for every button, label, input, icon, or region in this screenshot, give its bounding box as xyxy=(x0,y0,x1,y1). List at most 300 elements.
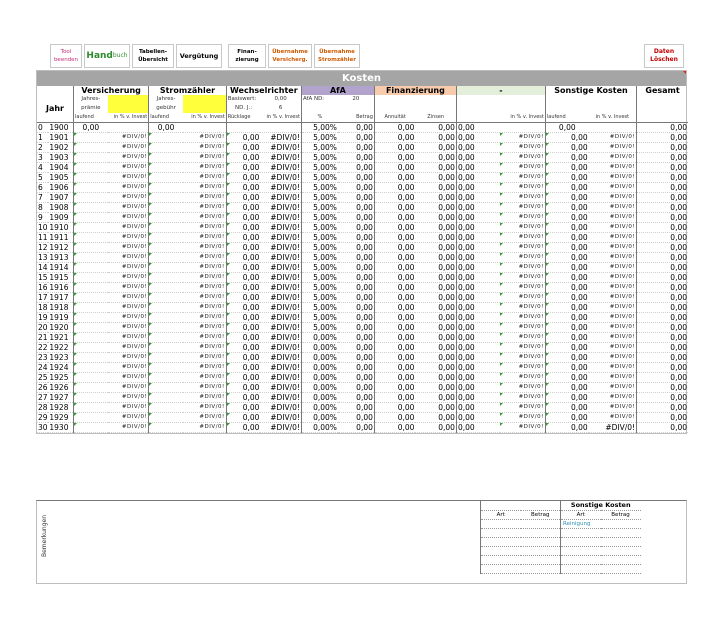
vers-laufend-cell[interactable] xyxy=(73,313,107,323)
afa-percent-cell: 0,00% xyxy=(301,393,337,403)
bemerkungen-area[interactable] xyxy=(36,500,687,584)
strom-laufend-cell[interactable] xyxy=(149,133,183,143)
son-invest-cell: #DIV/0! xyxy=(589,363,637,373)
strom-laufend-cell[interactable] xyxy=(149,263,183,273)
son-laufend-cell[interactable]: 0,00 xyxy=(545,403,588,413)
son-laufend-cell[interactable]: 0,00 xyxy=(545,303,588,313)
table-row xyxy=(37,363,688,373)
strom-laufend-cell[interactable] xyxy=(149,173,183,183)
table-row xyxy=(37,133,688,143)
son-laufend-cell[interactable]: 0,00 xyxy=(545,353,588,363)
row-year: 1917 xyxy=(48,293,73,303)
son-invest-cell: #DIV/0! xyxy=(589,143,637,153)
fin-annuitaet-cell: 0,00 xyxy=(374,363,415,373)
dash-invest-cell: #DIV/0! xyxy=(500,353,546,363)
strom-laufend-cell[interactable] xyxy=(149,143,183,153)
strom-invest-cell: #DIV/0! xyxy=(183,243,226,253)
strom-laufend-cell[interactable] xyxy=(149,313,183,323)
reinigung-cell[interactable]: Reinigung xyxy=(561,519,601,528)
afa-betrag-cell: 0,00 xyxy=(338,423,374,433)
fin-annuitaet-cell: 0,00 xyxy=(374,423,415,433)
fin-zinsen-cell: 0,00 xyxy=(415,183,456,193)
vers-laufend-cell[interactable] xyxy=(73,403,107,413)
strom-invest-cell: #DIV/0! xyxy=(183,303,226,313)
gesamt-cell: 0,00 xyxy=(637,413,688,423)
wr-ruecklage-cell[interactable]: 0,00 xyxy=(226,143,260,153)
strom-laufend-head: laufend xyxy=(149,113,183,123)
vers-laufend-cell[interactable] xyxy=(73,223,107,233)
vers-laufend-cell[interactable] xyxy=(73,333,107,343)
row-index: 6 xyxy=(37,183,48,193)
afa-betrag-cell: 0,00 xyxy=(338,313,374,323)
vers-laufend-cell[interactable] xyxy=(73,213,107,223)
row-year: 1928 xyxy=(48,403,73,413)
wr-ruecklage-cell[interactable]: 0,00 xyxy=(226,133,260,143)
vers-jahrespraemie-input[interactable] xyxy=(108,95,149,104)
dash-cell: 0,00 xyxy=(456,213,499,223)
table-row xyxy=(37,383,688,393)
gesamt-cell: 0,00 xyxy=(637,153,688,163)
uebernahme-stromzaehler-button[interactable]: Übernahme Stromzähler xyxy=(314,44,360,68)
strom-laufend-cell[interactable] xyxy=(149,153,183,163)
vers-invest-cell: #DIV/0! xyxy=(108,233,149,243)
strom-gebuehr-cell[interactable] xyxy=(183,104,226,113)
wr-ruecklage-cell[interactable]: 0,00 xyxy=(226,313,260,323)
wr-ruecklage-cell[interactable]: 0,00 xyxy=(226,263,260,273)
fin-annuitaet-cell: 0,00 xyxy=(374,183,415,193)
dash-cell: 0,00 xyxy=(456,163,499,173)
vers-laufend-cell[interactable] xyxy=(73,413,107,423)
vers-laufend-cell[interactable] xyxy=(73,243,107,253)
table-row xyxy=(37,203,688,213)
table-row xyxy=(37,163,688,173)
wr-ruecklage-cell[interactable]: 0,00 xyxy=(226,243,260,253)
vers-laufend-cell[interactable] xyxy=(73,293,107,303)
wr-ruecklage-cell[interactable]: 0,00 xyxy=(226,323,260,333)
vers-invest-cell xyxy=(108,123,149,133)
strom-invest-cell: #DIV/0! xyxy=(183,313,226,323)
row-index: 27 xyxy=(38,393,48,403)
wr-ruecklage-cell[interactable]: 0,00 xyxy=(226,283,260,293)
fin-annuitaet-cell: 0,00 xyxy=(374,203,415,213)
wr-invest-head: in % v. Invest xyxy=(260,113,301,123)
vers-laufend-cell[interactable] xyxy=(73,263,107,273)
afa-percent-cell: 5,00% xyxy=(301,323,337,333)
fin-zinsen-cell: 0,00 xyxy=(415,213,456,223)
afa-betrag-cell: 0,00 xyxy=(338,153,374,163)
vers-invest-cell: #DIV/0! xyxy=(108,403,149,413)
handbuch-button[interactable]: Hand buch xyxy=(84,44,130,68)
vers-invest-cell: #DIV/0! xyxy=(108,253,149,263)
wr-invest-cell: #DIV/0! xyxy=(260,223,301,233)
wr-ruecklage-cell[interactable]: 0,00 xyxy=(226,333,260,343)
son-laufend-cell[interactable]: 0,00 xyxy=(545,363,588,373)
wr-ruecklage-cell[interactable]: 0,00 xyxy=(226,213,260,223)
wr-invest-cell: #DIV/0! xyxy=(260,163,301,173)
afa-betrag-cell: 0,00 xyxy=(338,323,374,333)
table-row xyxy=(37,323,688,333)
son-invest-cell: #DIV/0! xyxy=(589,133,637,143)
afa-percent-cell: 5,00% xyxy=(301,163,337,173)
son-laufend-cell[interactable]: 0,00 xyxy=(545,143,588,153)
strom-laufend-cell[interactable] xyxy=(149,343,183,353)
strom-laufend-cell[interactable] xyxy=(149,383,183,393)
afa-betrag-cell: 0,00 xyxy=(338,173,374,183)
strom-invest-cell: #DIV/0! xyxy=(183,343,226,353)
strom-laufend-cell[interactable] xyxy=(149,203,183,213)
table-row xyxy=(37,273,688,283)
row-year: 1907 xyxy=(48,193,73,203)
wr-ruecklage-cell[interactable]: 0,00 xyxy=(226,183,260,193)
strom-laufend-cell[interactable] xyxy=(149,233,183,243)
vers-invest-cell: #DIV/0! xyxy=(108,203,149,213)
vers-laufend-cell[interactable] xyxy=(73,363,107,373)
strom-laufend-cell[interactable] xyxy=(149,353,183,363)
fin-annuitaet-cell: 0,00 xyxy=(374,393,415,403)
vers-invest-cell: #DIV/0! xyxy=(108,223,149,233)
son-laufend-cell[interactable]: 0,00 xyxy=(545,343,588,353)
vers-laufend-cell[interactable] xyxy=(73,143,107,153)
dash-invest-cell: #DIV/0! xyxy=(500,263,546,273)
son-invest-cell: #DIV/0! xyxy=(589,263,637,273)
strom-laufend-cell[interactable] xyxy=(149,163,183,173)
son-laufend-cell[interactable]: 0,00 xyxy=(545,283,588,293)
vers-invest-cell: #DIV/0! xyxy=(108,393,149,403)
afa-betrag-cell: 0,00 xyxy=(338,343,374,353)
daten-loeschen-button[interactable]: Daten Löschen xyxy=(644,44,684,68)
fin-zinsen-cell: 0,00 xyxy=(415,423,456,433)
fin-annuitaet-cell: 0,00 xyxy=(374,413,415,423)
fin-annuitaet-cell: 0,00 xyxy=(374,133,415,143)
strom-laufend-cell[interactable] xyxy=(149,323,183,333)
wr-ruecklage-cell[interactable]: 0,00 xyxy=(226,383,260,393)
vers-laufend-cell[interactable] xyxy=(73,273,107,283)
dash-invest-cell: #DIV/0! xyxy=(500,133,546,143)
son-laufend-cell[interactable]: 0,00 xyxy=(545,243,588,253)
son-laufend-cell[interactable]: 0,00 xyxy=(545,213,588,223)
son-invest-cell: #DIV/0! xyxy=(589,153,637,163)
strom-laufend-cell[interactable] xyxy=(149,223,183,233)
row-year: 1926 xyxy=(48,383,73,393)
strom-jahresgebuehr-input[interactable] xyxy=(183,95,226,104)
table-row xyxy=(37,263,688,273)
wr-ruecklage-cell[interactable]: 0,00 xyxy=(226,173,260,183)
wr-basis-value[interactable]: 0,00 xyxy=(274,96,287,103)
strom-invest-cell: #DIV/0! xyxy=(183,173,226,183)
dash-cell: 0,00 xyxy=(456,413,499,423)
wr-ruecklage-cell[interactable]: 0,00 xyxy=(226,423,260,433)
son-laufend-cell[interactable]: 0,00 xyxy=(545,133,588,143)
table-row xyxy=(37,303,688,313)
wr-ruecklage-cell[interactable]: 0,00 xyxy=(226,303,260,313)
afa-percent-cell: 5,00% xyxy=(301,203,337,213)
vers-laufend-cell[interactable] xyxy=(73,303,107,313)
son-invest-cell: #DIV/0! xyxy=(589,213,637,223)
vers-invest-cell: #DIV/0! xyxy=(108,133,149,143)
son-laufend-cell[interactable]: 0,00 xyxy=(545,293,588,303)
row-year: 1916 xyxy=(48,283,73,293)
strom-laufend-cell[interactable] xyxy=(149,403,183,413)
son-laufend-cell[interactable]: 0,00 xyxy=(545,123,588,133)
afa-betrag-cell: 0,00 xyxy=(338,273,374,283)
wr-ruecklage-cell[interactable]: 0,00 xyxy=(226,193,260,203)
strom-invest-cell: #DIV/0! xyxy=(183,423,226,433)
fin-annuitaet-cell: 0,00 xyxy=(374,403,415,413)
table-row xyxy=(37,333,688,343)
son-invest-cell: #DIV/0! xyxy=(589,333,637,343)
wr-ruecklage-cell[interactable]: 0,00 xyxy=(226,163,260,173)
tool-beenden-button[interactable]: Tool beenden xyxy=(50,44,82,68)
vers-laufend-cell[interactable] xyxy=(73,393,107,403)
son-laufend-cell[interactable]: 0,00 xyxy=(545,373,588,383)
wr-invest-cell: #DIV/0! xyxy=(260,233,301,243)
strom-laufend-cell[interactable] xyxy=(149,243,183,253)
strom-laufend-cell[interactable] xyxy=(149,273,183,283)
verguetung-button[interactable]: Vergütung xyxy=(176,44,222,68)
vers-laufend-cell[interactable] xyxy=(73,353,107,363)
vers-laufend-cell[interactable] xyxy=(73,253,107,263)
son-invest-cell: #DIV/0! xyxy=(589,403,637,413)
row-year: 1909 xyxy=(48,213,73,223)
son-laufend-cell[interactable]: 0,00 xyxy=(545,313,588,323)
wr-ruecklage-cell[interactable]: 0,00 xyxy=(226,393,260,403)
table-row xyxy=(37,373,688,383)
son-laufend-cell[interactable]: 0,00 xyxy=(545,393,588,403)
afa-betrag-cell: 0,00 xyxy=(338,163,374,173)
strom-laufend-cell[interactable] xyxy=(149,293,183,303)
wr-ruecklage-cell[interactable]: 0,00 xyxy=(226,273,260,283)
wr-ruecklage-cell[interactable]: 0,00 xyxy=(226,343,260,353)
wr-invest-cell: #DIV/0! xyxy=(260,143,301,153)
row-index: 7 xyxy=(37,193,48,203)
son-invest-head: in % v. Invest xyxy=(589,113,637,123)
son-invest-cell: #DIV/0! xyxy=(589,323,637,333)
strom-invest-cell: #DIV/0! xyxy=(183,193,226,203)
fin-zinsen-cell: 0,00 xyxy=(415,133,456,143)
dash-cell: 0,00 xyxy=(456,293,499,303)
son-laufend-cell[interactable]: 0,00 xyxy=(545,233,588,243)
row-index: 3 xyxy=(37,153,48,163)
strom-laufend-cell[interactable] xyxy=(149,393,183,403)
strom-laufend-cell[interactable] xyxy=(149,253,183,263)
wr-ruecklage-cell[interactable]: 0,00 xyxy=(226,293,260,303)
fin-annuitaet-cell: 0,00 xyxy=(374,143,415,153)
afa-betrag-cell: 0,00 xyxy=(338,383,374,393)
afa-percent-cell: 5,00% xyxy=(301,143,337,153)
strom-laufend-cell[interactable] xyxy=(149,183,183,193)
vers-invest-cell: #DIV/0! xyxy=(108,143,149,153)
fin-annuitaet-cell: 0,00 xyxy=(374,233,415,243)
fin-zinsen-cell: 0,00 xyxy=(415,273,456,283)
gesamt-cell: 0,00 xyxy=(637,243,688,253)
kosten-table xyxy=(37,86,688,433)
strom-laufend-cell[interactable]: 0,00 xyxy=(149,123,183,133)
finanzierung-button[interactable]: Finan- zierung xyxy=(228,44,266,68)
son-laufend-cell[interactable]: 0,00 xyxy=(545,173,588,183)
wr-ruecklage-cell[interactable]: 0,00 xyxy=(226,223,260,233)
vers-laufend-cell[interactable] xyxy=(73,133,107,143)
strom-invest-cell: #DIV/0! xyxy=(183,413,226,423)
dash-cell: 0,00 xyxy=(456,373,499,383)
col-stromzaehler: Stromzähler xyxy=(149,86,227,95)
strom-laufend-cell[interactable] xyxy=(149,303,183,313)
son-laufend-cell[interactable]: 0,00 xyxy=(545,183,588,193)
son-invest-cell: #DIV/0! xyxy=(589,393,637,403)
son-invest-cell: #DIV/0! xyxy=(589,413,637,423)
son-invest-cell: #DIV/0! xyxy=(589,253,637,263)
vers-laufend-cell[interactable] xyxy=(73,233,107,243)
son-laufend-cell[interactable]: 0,00 xyxy=(545,253,588,263)
afa-betrag-cell: 0,00 xyxy=(338,133,374,143)
strom-invest-cell: #DIV/0! xyxy=(183,183,226,193)
dash-cell: 0,00 xyxy=(456,423,499,433)
dash-cell: 0,00 xyxy=(456,383,499,393)
vers-laufend-cell[interactable]: 0,00 xyxy=(73,123,107,133)
fin-zinsen-cell: 0,00 xyxy=(415,403,456,413)
uebernahme-versicherung-button[interactable]: Übernahme Versicherg. xyxy=(268,44,312,68)
strom-laufend-cell[interactable] xyxy=(149,373,183,383)
gesamt-cell: 0,00 xyxy=(637,343,688,353)
gesamt-cell: 0,00 xyxy=(637,193,688,203)
wr-ruecklage-cell[interactable]: 0,00 xyxy=(226,253,260,263)
vers-laufend-cell[interactable] xyxy=(73,283,107,293)
dash-invest-cell: #DIV/0! xyxy=(500,303,546,313)
wr-ruecklage-cell[interactable]: 0,00 xyxy=(226,203,260,213)
strom-laufend-cell[interactable] xyxy=(149,413,183,423)
vers-laufend-cell[interactable] xyxy=(73,343,107,353)
table-row xyxy=(37,233,688,243)
dash-invest-cell: #DIV/0! xyxy=(500,143,546,153)
vers-invest-cell: #DIV/0! xyxy=(108,293,149,303)
vers-laufend-cell[interactable] xyxy=(73,423,107,433)
strom-laufend-cell[interactable] xyxy=(149,363,183,373)
gesamt-cell: 0,00 xyxy=(637,283,688,293)
son-laufend-cell[interactable]: 0,00 xyxy=(545,203,588,213)
dash-invest-cell: #DIV/0! xyxy=(500,393,546,403)
vers-label-b: prämie xyxy=(73,104,107,113)
row-year: 1929 xyxy=(48,413,73,423)
vers-laufend-cell[interactable] xyxy=(73,153,107,163)
son-laufend-cell[interactable]: 0,00 xyxy=(545,273,588,283)
son-laufend-cell[interactable]: 0,00 xyxy=(545,383,588,393)
vers-laufend-cell[interactable] xyxy=(73,323,107,333)
son-laufend-cell[interactable]: 0,00 xyxy=(545,333,588,343)
son-invest-cell: #DIV/0! xyxy=(589,193,637,203)
fin-annuitaet-head: Annuität xyxy=(374,113,415,123)
wr-ruecklage-cell[interactable]: 0,00 xyxy=(226,363,260,373)
vers-laufend-cell[interactable] xyxy=(73,203,107,213)
afa-betrag-cell: 0,00 xyxy=(338,353,374,363)
son-invest-cell: #DIV/0! xyxy=(589,163,637,173)
son-laufend-cell[interactable]: 0,00 xyxy=(545,223,588,233)
son-laufend-cell[interactable]: 0,00 xyxy=(545,413,588,423)
strom-laufend-cell[interactable] xyxy=(149,423,183,433)
vers-laufend-cell[interactable] xyxy=(73,373,107,383)
tabellen-uebersicht-button[interactable]: Tabellen- Übersicht xyxy=(132,44,174,68)
row-index: 28 xyxy=(38,403,48,413)
fin-annuitaet-cell: 0,00 xyxy=(374,253,415,263)
afa-percent-cell: 0,00% xyxy=(301,353,337,363)
dash-cell: 0,00 xyxy=(456,243,499,253)
wr-invest-cell: #DIV/0! xyxy=(260,293,301,303)
fin-annuitaet-cell: 0,00 xyxy=(374,383,415,393)
son-laufend-cell[interactable]: 0,00 xyxy=(545,423,588,433)
son-laufend-cell[interactable]: 0,00 xyxy=(545,153,588,163)
strom-invest-cell: #DIV/0! xyxy=(183,383,226,393)
wr-invest-cell: #DIV/0! xyxy=(260,283,301,293)
son-invest-cell: #DIV/0! xyxy=(589,173,637,183)
wr-nd-value[interactable]: 6 xyxy=(278,105,283,112)
wr-ruecklage-cell[interactable]: 0,00 xyxy=(226,413,260,423)
table-row xyxy=(37,283,688,293)
afa-percent-head: % xyxy=(301,113,337,123)
son-laufend-cell[interactable]: 0,00 xyxy=(545,323,588,333)
son-invest-cell: #DIV/0! xyxy=(589,343,637,353)
strom-invest-cell: #DIV/0! xyxy=(183,133,226,143)
afa-percent-cell: 5,00% xyxy=(301,153,337,163)
fin-zinsen-cell: 0,00 xyxy=(415,293,456,303)
betrag-head-2: Betrag xyxy=(601,510,641,519)
son-laufend-cell[interactable]: 0,00 xyxy=(545,163,588,173)
wr-ruecklage-cell[interactable]: 0,00 xyxy=(226,233,260,243)
wr-ruecklage-cell[interactable]: 0,00 xyxy=(226,353,260,363)
dash-cell: 0,00 xyxy=(456,123,499,133)
strom-laufend-cell[interactable] xyxy=(149,193,183,203)
son-laufend-cell[interactable]: 0,00 xyxy=(545,263,588,273)
sonstige-kosten-title: Sonstige Kosten xyxy=(561,501,641,510)
fin-annuitaet-cell: 0,00 xyxy=(374,353,415,363)
vers-invest-cell: #DIV/0! xyxy=(108,313,149,323)
vers-laufend-cell[interactable] xyxy=(73,183,107,193)
table-row xyxy=(37,153,688,163)
row-year: 1920 xyxy=(48,323,73,333)
vers-invest-cell: #DIV/0! xyxy=(108,333,149,343)
dash-cell: 0,00 xyxy=(456,193,499,203)
wr-ruecklage-cell[interactable]: 0,00 xyxy=(226,373,260,383)
afa-nd-value[interactable]: 20 xyxy=(352,96,360,103)
row-index: 11 xyxy=(38,233,48,243)
gesamt-cell: 0,00 xyxy=(637,233,688,243)
son-invest-cell xyxy=(589,123,637,133)
table-row xyxy=(37,183,688,193)
row-year: 1923 xyxy=(48,353,73,363)
vers-praemie-cell[interactable] xyxy=(108,104,149,113)
vers-invest-cell: #DIV/0! xyxy=(108,193,149,203)
afa-percent-cell: 0,00% xyxy=(301,413,337,423)
son-invest-cell: #DIV/0! xyxy=(589,353,637,363)
vers-laufend-cell[interactable] xyxy=(73,163,107,173)
strom-invest-cell: #DIV/0! xyxy=(183,393,226,403)
wr-ruecklage-cell[interactable]: 0,00 xyxy=(226,403,260,413)
vers-laufend-cell[interactable] xyxy=(73,193,107,203)
son-laufend-cell[interactable]: 0,00 xyxy=(545,193,588,203)
strom-invest-cell: #DIV/0! xyxy=(183,373,226,383)
dash-invest-cell: #DIV/0! xyxy=(500,373,546,383)
vers-laufend-cell[interactable] xyxy=(73,173,107,183)
vers-laufend-cell[interactable] xyxy=(73,383,107,393)
row-index: 9 xyxy=(37,213,48,223)
wr-ruecklage-cell[interactable]: 0,00 xyxy=(226,153,260,163)
row-index: 10 xyxy=(38,223,48,233)
son-invest-cell: #DIV/0! xyxy=(589,273,637,283)
strom-laufend-cell[interactable] xyxy=(149,333,183,343)
strom-laufend-cell[interactable] xyxy=(149,213,183,223)
fin-annuitaet-cell: 0,00 xyxy=(374,313,415,323)
strom-invest-cell: #DIV/0! xyxy=(183,353,226,363)
fin-zinsen-cell: 0,00 xyxy=(415,353,456,363)
fin-zinsen-cell: 0,00 xyxy=(415,413,456,423)
strom-laufend-cell[interactable] xyxy=(149,283,183,293)
